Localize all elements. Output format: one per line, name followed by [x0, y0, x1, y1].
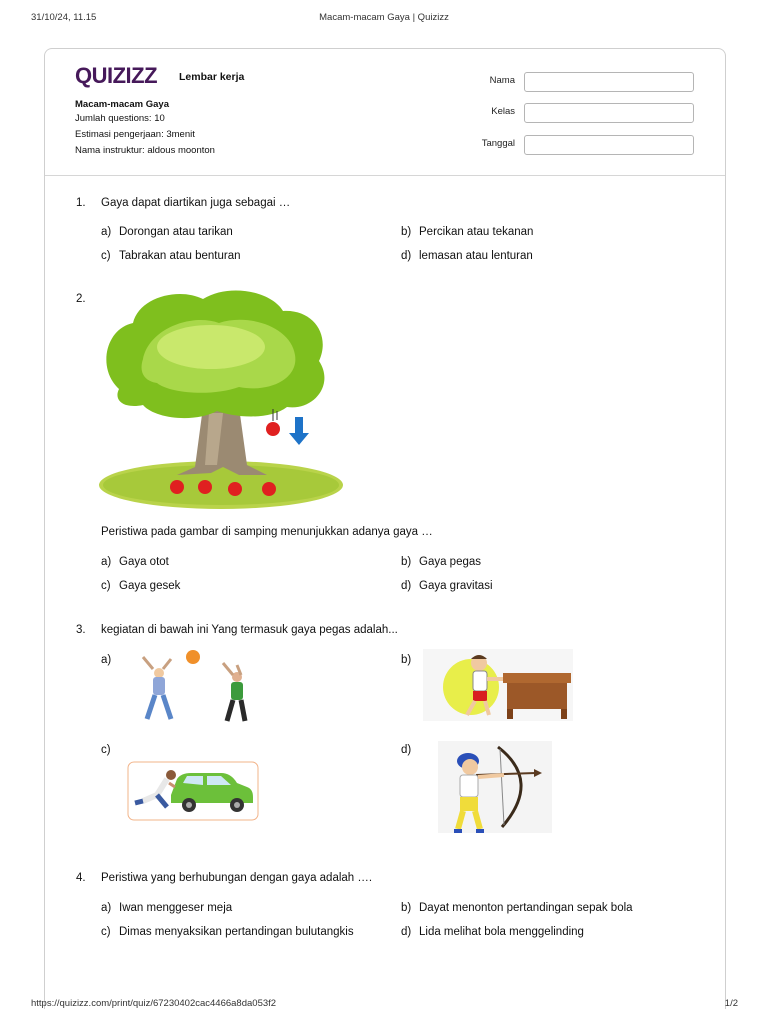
- question-text: Gaya dapat diartikan juga sebagai …: [101, 197, 291, 209]
- time-estimate: Estimasi pengerjaan: 3menit: [75, 129, 195, 140]
- instructor-name: Nama instruktur: aldous moonton: [75, 145, 215, 156]
- option-4b[interactable]: b) Dayat menonton pertandingan sepak bola: [401, 902, 633, 914]
- option-2a[interactable]: a) Gaya otot: [101, 556, 169, 568]
- question-text: kegiatan di bawah ini Yang termasuk gaya pegas adalah...: [101, 624, 398, 636]
- option-3d[interactable]: d): [401, 744, 412, 756]
- worksheet-header: [45, 49, 725, 176]
- print-header: [0, 12, 768, 26]
- tree-apple-illustration: [99, 289, 343, 513]
- date-field[interactable]: [524, 135, 694, 155]
- boy-pushing-table-illustration: [423, 649, 573, 721]
- class-label: Kelas: [491, 106, 515, 117]
- question-text: Peristiwa pada gambar di samping menunjukkan adanya gaya …: [101, 526, 433, 538]
- option-1c[interactable]: c) Tabrakan atau benturan: [101, 250, 241, 262]
- name-field[interactable]: [524, 72, 694, 92]
- option-2c[interactable]: c) Gaya gesek: [101, 580, 181, 592]
- kids-playing-ball-illustration: [125, 649, 273, 725]
- question-number: 1.: [76, 197, 86, 209]
- option-2b[interactable]: b) Gaya pegas: [401, 556, 482, 568]
- option-4a[interactable]: a) Iwan menggeser meja: [101, 902, 233, 914]
- question-count: Jumlah questions: 10: [75, 113, 165, 124]
- option-1d[interactable]: d) lemasan atau lenturan: [401, 250, 533, 262]
- page-number: 1/2: [724, 998, 738, 1009]
- option-4c[interactable]: c) Dimas menyaksikan pertandingan bulutangkis: [101, 926, 354, 938]
- name-label: Nama: [489, 75, 515, 86]
- option-1a[interactable]: a) Dorongan atau tarikan: [101, 226, 233, 238]
- archer-illustration: [438, 741, 552, 833]
- question-number: 4.: [76, 872, 86, 884]
- option-3c[interactable]: c): [101, 744, 111, 756]
- class-field[interactable]: [524, 103, 694, 123]
- man-pushing-car-illustration: [127, 761, 259, 821]
- option-2d[interactable]: d) Gaya gravitasi: [401, 580, 493, 592]
- print-url: https://quizizz.com/print/quiz/67230402cac4466a8da053f2: [31, 998, 277, 1009]
- date-label: Tanggal: [481, 138, 515, 149]
- quiz-title: Macam-macam Gaya: [75, 99, 169, 110]
- print-title: Macam-macam Gaya | Quizizz: [319, 12, 449, 23]
- option-4d[interactable]: d) Lida melihat bola menggelinding: [401, 926, 584, 938]
- option-1b[interactable]: b) Percikan atau tekanan: [401, 226, 534, 238]
- option-3b[interactable]: b): [401, 654, 412, 666]
- print-date: 31/10/24, 11.15: [31, 12, 97, 23]
- quizizz-logo: QUIZIZZ: [75, 63, 158, 88]
- question-text: Peristiwa yang berhubungan dengan gaya adalah ….: [101, 872, 373, 884]
- question-number: 3.: [76, 624, 86, 636]
- worksheet-label: Lembar kerja: [179, 71, 245, 83]
- option-3a[interactable]: a): [101, 654, 112, 666]
- worksheet: QUIZIZZ Lembar kerja Macam-macam Gaya Jumlah questions: 10 Estimasi pengerjaan: 3menit Nama instruktur: aldous moonton Nama Kelas Tanggal 1. Gaya dapat diartikan juga sebagai … a) Dorongan atau tarikan b) Percikan atau tekanan c) Tabrakan atau benturan d) lemasan atau lenturan 2. Peristiwa pada gambar di samping menunjukkan adanya gaya … a) Gaya otot b) Gaya pegas c) Gaya gesek d) Gaya gravitasi 3. kegiatan di bawah ini Yang termasuk gaya pegas adalah... a) b) c) d) 4. Peristiwa yang berhubungan dengan gaya adalah …. a) Iwan menggeser meja b) Dayat menonton pertandingan sepak bola c) Dimas menyaksikan pertandingan bulutangkis d) Lida melihat bola menggelinding: [44, 48, 726, 1009]
